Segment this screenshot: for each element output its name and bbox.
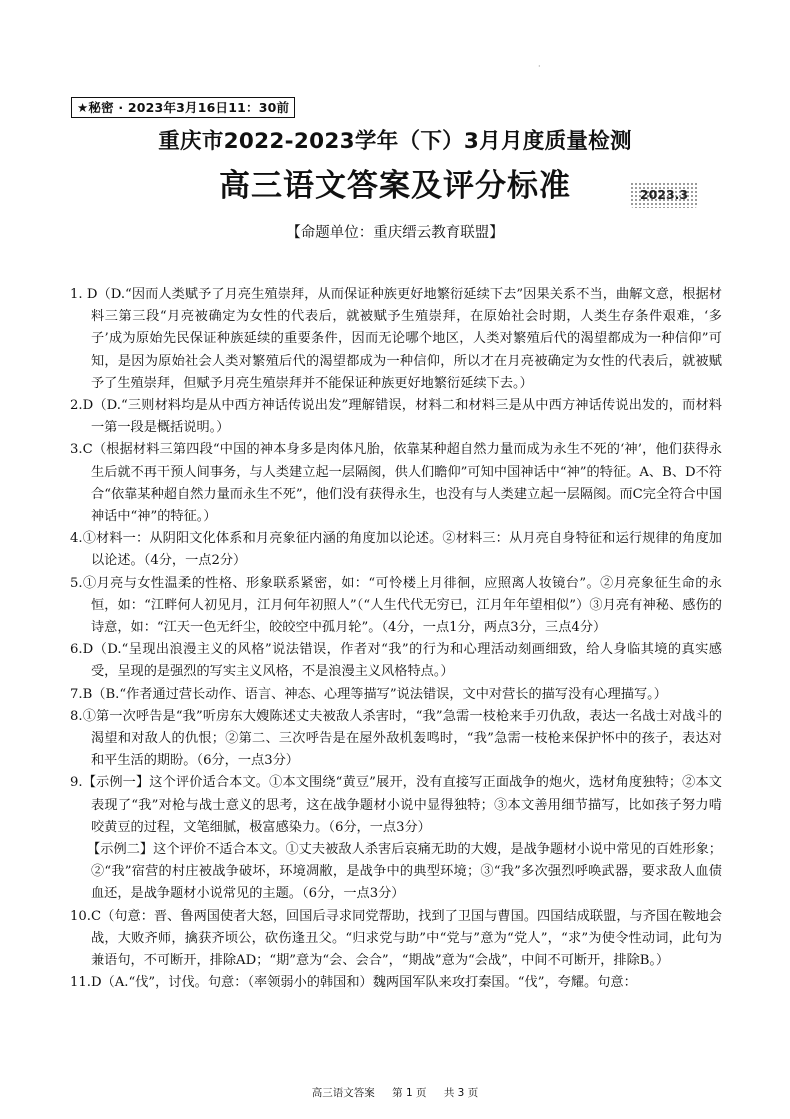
- answer-item: 7.B（B.“作者通过营长动作、语言、神态、心理等描写”说法错误，文中对营长的描写没有心理描写。）: [70, 686, 667, 702]
- confidential-label: ★秘密 · 2023年3月16日11：30前: [71, 97, 295, 118]
- footer-page-number: 第 1 页: [392, 1087, 427, 1099]
- answer-item: 5.①月亮与女性温柔的性格、形象联系紧密，如：“可怜楼上月徘徊，应照离人妆镜台”。②月亮象征生命的永恒，如：“江畔何人初见月，江月何年初照人”（“人生代代无穷已，江月年年望相似”）③月亮有神秘、感伤的诗意，如：“江天一色无纤尘，皎皎空中孤月轮”。（4分，一点1分，两点3分，三点4分）: [70, 575, 722, 636]
- answer-item: 9.【示例一】这个评价适合本文。①本文围绕“黄豆”展开，没有直接写正面战争的炮火，选材角度独特；②本文表现了“我”对枪与战士意义的思考，这在战争题材小说中显得独特；③本文善用细节描写，比如孩子努力啃咬黄豆的过程，文笔细腻，极富感染力。（6分，一点3分）: [70, 775, 722, 835]
- document-title: 高三语文答案及评分标准: [219, 168, 571, 204]
- footer-doc-name: 高三语文答案: [311, 1087, 375, 1099]
- exam-title: 重庆市2022-2023学年（下）3月月度质量检测: [158, 129, 632, 154]
- answer-item: 4.①材料一：从阴阳文化体系和月亮象征内涵的角度加以论述。②材料三：从月亮自身特征和运行规律的角度加以论述。（4分，一点2分）: [70, 531, 722, 569]
- answer-item-example: 【示例二】这个评价不适合本文。①丈夫被敌人杀害后哀痛无助的大嫂，是战争题材小说中常见的百姓形象；②“我”宿营的村庄被战争破坏，环境凋敝，是战争中的典型环境；③“我”多次强烈呼唤武器，要求敌人血债血还，是战争题材小说常见的主题。（6分，一点3分）: [87, 842, 722, 902]
- answer-item: 10.C（句意：晋、鲁两国使者大怒，回国后寻求同党帮助，找到了卫国与曹国。四国结成联盟，与齐国在鞍地会战，大败齐师，擒获齐顷公，砍伤逢丑父。“归求党与助”中“党与”意为“党人”，“求”为使令性动词，此句为兼语句，不可断开，排除AD；“期”意为“会、会合”，“期战”意为“会战”，中间不可断开，排除B。）: [70, 908, 722, 969]
- answer-item: 1. D（D.“因而人类赋予了月亮生殖崇拜，从而保证种族更好地繁衍延续下去”因果关系不当，曲解文意，根据材料三第三段“月亮被确定为女性的代表后，就被赋予生殖崇拜，在原始社会时期，人类生存条件艰难，‘多子’成为原始先民保证种族延续的重要条件，因而无论哪个地区，人类对繁殖后代的渴望都成为一种信仰”可知，是因为原始社会人类对繁殖后代的渴望都成为一种信仰，所以才在月亮被确定为女性的代表后，就被赋予了生殖崇拜，但赋予月亮生殖崇拜并不能保证种族更好地繁衍延续下去。）: [70, 287, 722, 391]
- page-footer: [0, 1085, 790, 1100]
- footer-total-pages: 共 3 页: [443, 1087, 479, 1099]
- answer-item: 3.C（根据材料三第四段“中国的神本身多是肉体凡胎，依靠某种超自然力量而成为永生不死的‘神’，他们获得永生后就不再干预人间事务，与人类建立起一层隔阂，供人们瞻仰”可知中国神话中“神”的特征。A、B、D不符合“依靠某种超自然力量而永生不死”，他们没有获得永生，也没有与人类建立起一层隔阂。而C完全符合中国神话中“神”的特征。）: [70, 442, 722, 525]
- answer-item: 11.D（A.“伐”，讨伐。句意：（率领弱小的韩国和）魏两国军队来攻打秦国。“伐”，夸耀。句意：: [70, 975, 637, 991]
- scan-dot: ·: [538, 62, 541, 71]
- answer-item: 6.D（D.“呈现出浪漫主义的风格”说法错误，作者对“我”的行为和心理活动刻画细致，给人身临其境的真实感受，呈现的是强烈的写实主义风格，不是浪漫主义风格特点。）: [70, 642, 722, 680]
- date-stamp: 2023.3: [630, 182, 698, 208]
- answer-item: 8.①第一次呼告是“我”听房东大嫂陈述丈夫被敌人杀害时，“我”急需一枝枪来手刃仇敌，表达一名战士对战斗的渴望和对敌人的仇恨；②第二、三次呼告是在屋外敌机轰鸣时，“我”急需一枝枪来保护怀中的孩子，表达对和平生活的期盼。（6分，一点3分）: [70, 708, 722, 769]
- issuing-unit: 【命题单位：重庆缙云教育联盟】: [286, 225, 504, 241]
- answer-item: 2.D（D.“三则材料均是从中西方神话传说出发”理解错误，材料二和材料三是从中西方神话传说出发的，而材料一第一段是概括说明。）: [70, 398, 722, 436]
- answer-list: [70, 284, 722, 995]
